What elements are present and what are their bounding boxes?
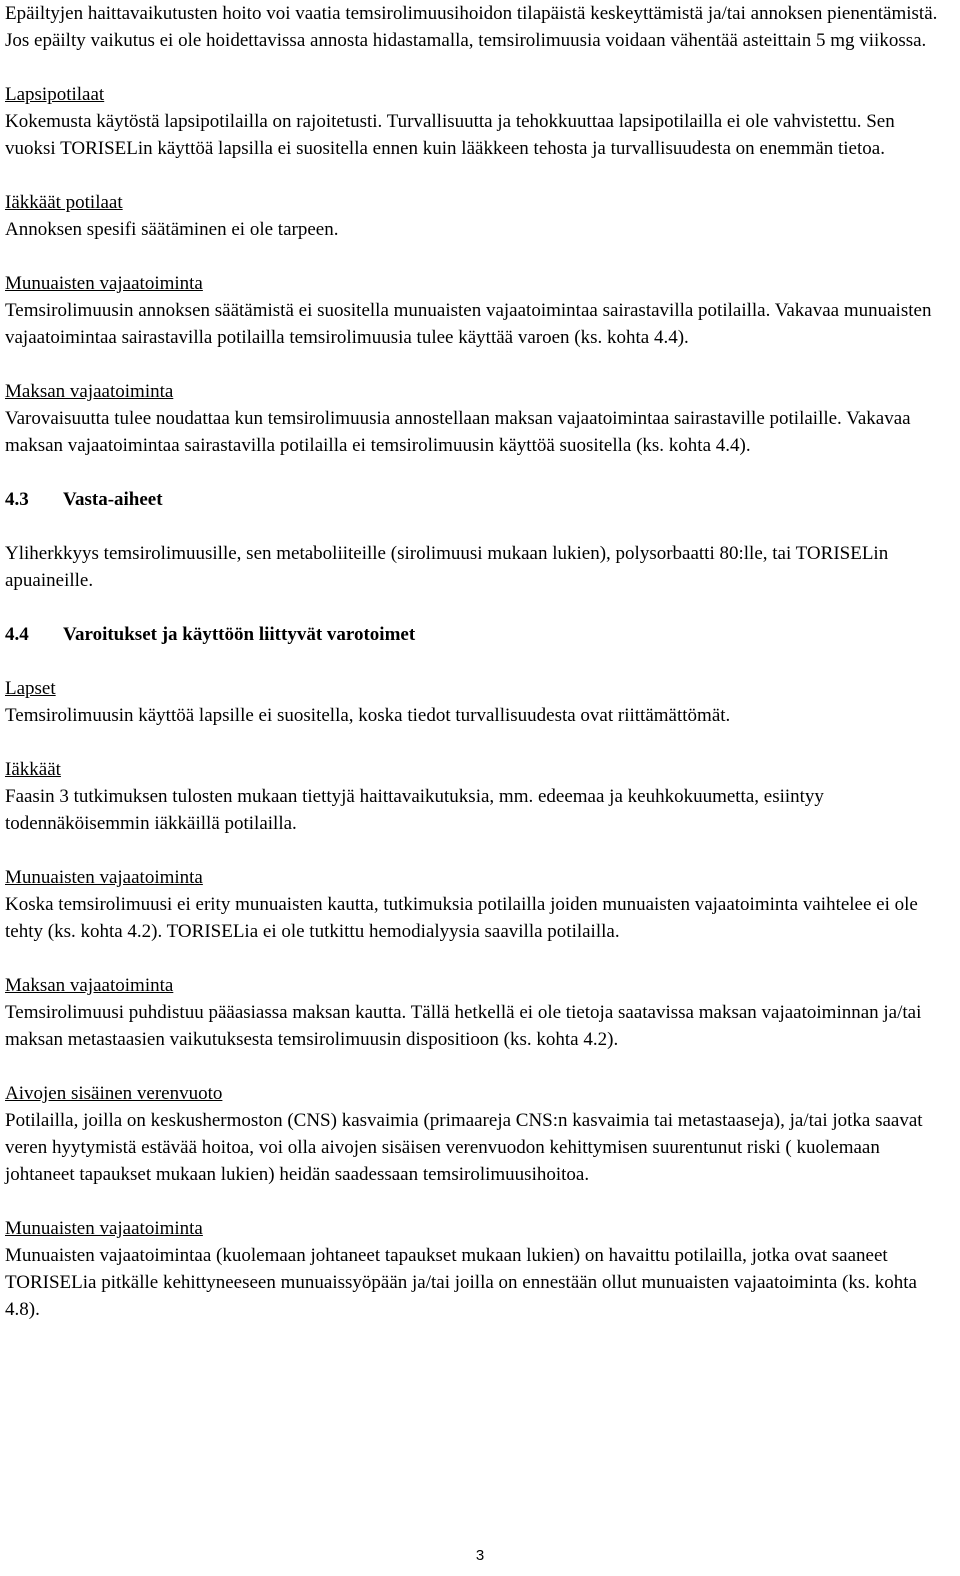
section-4-4-heading	[5, 621, 950, 648]
intracerebral-bleeding-block	[5, 1080, 950, 1188]
renal-impairment-dosing-block	[5, 270, 950, 351]
elderly-warning-block	[5, 756, 950, 837]
children-warning-text: Temsirolimuusin käyttöä lapsille ei suositella, koska tiedot turvallisuudesta ovat riittämättömät.	[5, 705, 731, 726]
renal-failure-warning-heading: Munuaisten vajaatoiminta	[5, 1218, 203, 1239]
renal-impairment-dosing-text: Temsirolimuusin annoksen säätämistä ei suositella munuaisten vajaatoimintaa sairastavilla potilailla. Vakavaa munuaisten vajaatoimintaa sairastavilla potilailla temsirolimuusia tulee käyttää varoen (ks. kohta 4.4).	[5, 300, 932, 348]
elderly-patients-block	[5, 189, 950, 243]
children-warning-block	[5, 675, 950, 729]
intracerebral-bleeding-heading: Aivojen sisäinen verenvuoto	[5, 1083, 223, 1104]
section-4-4-title: Varoitukset ja käyttöön liittyvät varotoimet	[63, 624, 416, 645]
elderly-patients-text: Annoksen spesifi säätäminen ei ole tarpeen.	[5, 219, 339, 240]
contraindications-block	[5, 540, 950, 594]
section-4-3-number: 4.3	[5, 489, 29, 510]
intracerebral-bleeding-text: Potilailla, joilla on keskushermoston (CNS) kasvaimia (primaareja CNS:n kasvaimia tai metastaaseja), ja/tai jotka saavat veren hyytymistä estävää hoitoa, voi olla aivojen sisäisen verenvuodon kehittymisen suurentunut riski ( kuolemaan johtaneet tapaukset mukaan lukien) heidän saadessaan temsirolimuusihoitoa.	[5, 1110, 923, 1185]
hepatic-warning-block	[5, 972, 950, 1053]
section-4-3-heading	[5, 486, 950, 513]
pediatric-patients-heading: Lapsipotilaat	[5, 84, 105, 105]
intro-paragraph: Epäiltyjen haittavaikutusten hoito voi vaatia temsirolimuusihoidon tilapäistä keskeyttämistä ja/tai annoksen pienentämistä. Jos epäilty vaikutus ei ole hoidettavissa annosta hidastamalla, temsirolimuusia voidaan vähentää asteittain 5 mg viikossa.	[5, 3, 938, 51]
renal-warning-block	[5, 864, 950, 945]
hepatic-impairment-dosing-heading: Maksan vajaatoiminta	[5, 381, 174, 402]
page-number: 3	[475, 1547, 485, 1564]
renal-failure-warning-block	[5, 1215, 950, 1323]
hepatic-impairment-dosing-text: Varovaisuutta tulee noudattaa kun temsirolimuusia annostellaan maksan vajaatoimintaa sairastaville potilaille. Vakavaa maksan vajaatoimintaa sairastavilla potilailla ei temsirolimuusin käyttöä suositella (ks. kohta 4.4).	[5, 408, 911, 456]
document-page	[5, 0, 950, 1350]
hepatic-impairment-dosing-block	[5, 378, 950, 459]
hepatic-warning-heading: Maksan vajaatoiminta	[5, 975, 174, 996]
renal-impairment-dosing-heading: Munuaisten vajaatoiminta	[5, 273, 203, 294]
elderly-warning-heading: Iäkkäät	[5, 759, 61, 780]
renal-warning-heading: Munuaisten vajaatoiminta	[5, 867, 203, 888]
intro-block	[5, 0, 950, 54]
pediatric-patients-block	[5, 81, 950, 162]
section-4-4-number: 4.4	[5, 624, 29, 645]
section-4-3-title: Vasta-aiheet	[63, 489, 163, 510]
renal-failure-warning-text: Munuaisten vajaatoimintaa (kuolemaan johtaneet tapaukset mukaan lukien) on havaittu potilailla, jotka ovat saaneet TORISELia pitkälle kehittyneeseen munuaissyöpään ja/tai joilla on ennestään ollut munuaisten vajaatoiminta (ks. kohta 4.8).	[5, 1245, 917, 1320]
pediatric-patients-text: Kokemusta käytöstä lapsipotilailla on rajoitetusti. Turvallisuutta ja tehokkuuttaa lapsipotilailla ei ole vahvistettu. Sen vuoksi TORISELin käyttöä lapsilla ei suositella ennen kuin lääkkeen tehosta ja turvallisuudesta on enemmän tietoa.	[5, 111, 895, 159]
contraindications-text: Yliherkkyys temsirolimuusille, sen metaboliiteille (sirolimuusi mukaan lukien), polysorbaatti 80:lle, tai TORISELin apuaineille.	[5, 543, 889, 591]
elderly-patients-heading: Iäkkäät potilaat	[5, 192, 123, 213]
children-warning-heading: Lapset	[5, 678, 56, 699]
hepatic-warning-text: Temsirolimuusi puhdistuu pääasiassa maksan kautta. Tällä hetkellä ei ole tietoja saatavissa maksan vajaatoiminnan ja/tai maksan metastaasien vaikutuksesta temsirolimuusin dispositioon (ks. kohta 4.2).	[5, 1002, 922, 1050]
elderly-warning-text: Faasin 3 tutkimuksen tulosten mukaan tiettyjä haittavaikutuksia, mm. edeemaa ja keuhkokuumetta, esiintyy todennäköisemmin iäkkäillä potilailla.	[5, 786, 824, 834]
renal-warning-text: Koska temsirolimuusi ei erity munuaisten kautta, tutkimuksia potilailla joiden munuaisten vajaatoiminta vaihtelee ei ole tehty (ks. kohta 4.2). TORISELia ei ole tutkittu hemodialyysia saavilla potilailla.	[5, 894, 918, 942]
